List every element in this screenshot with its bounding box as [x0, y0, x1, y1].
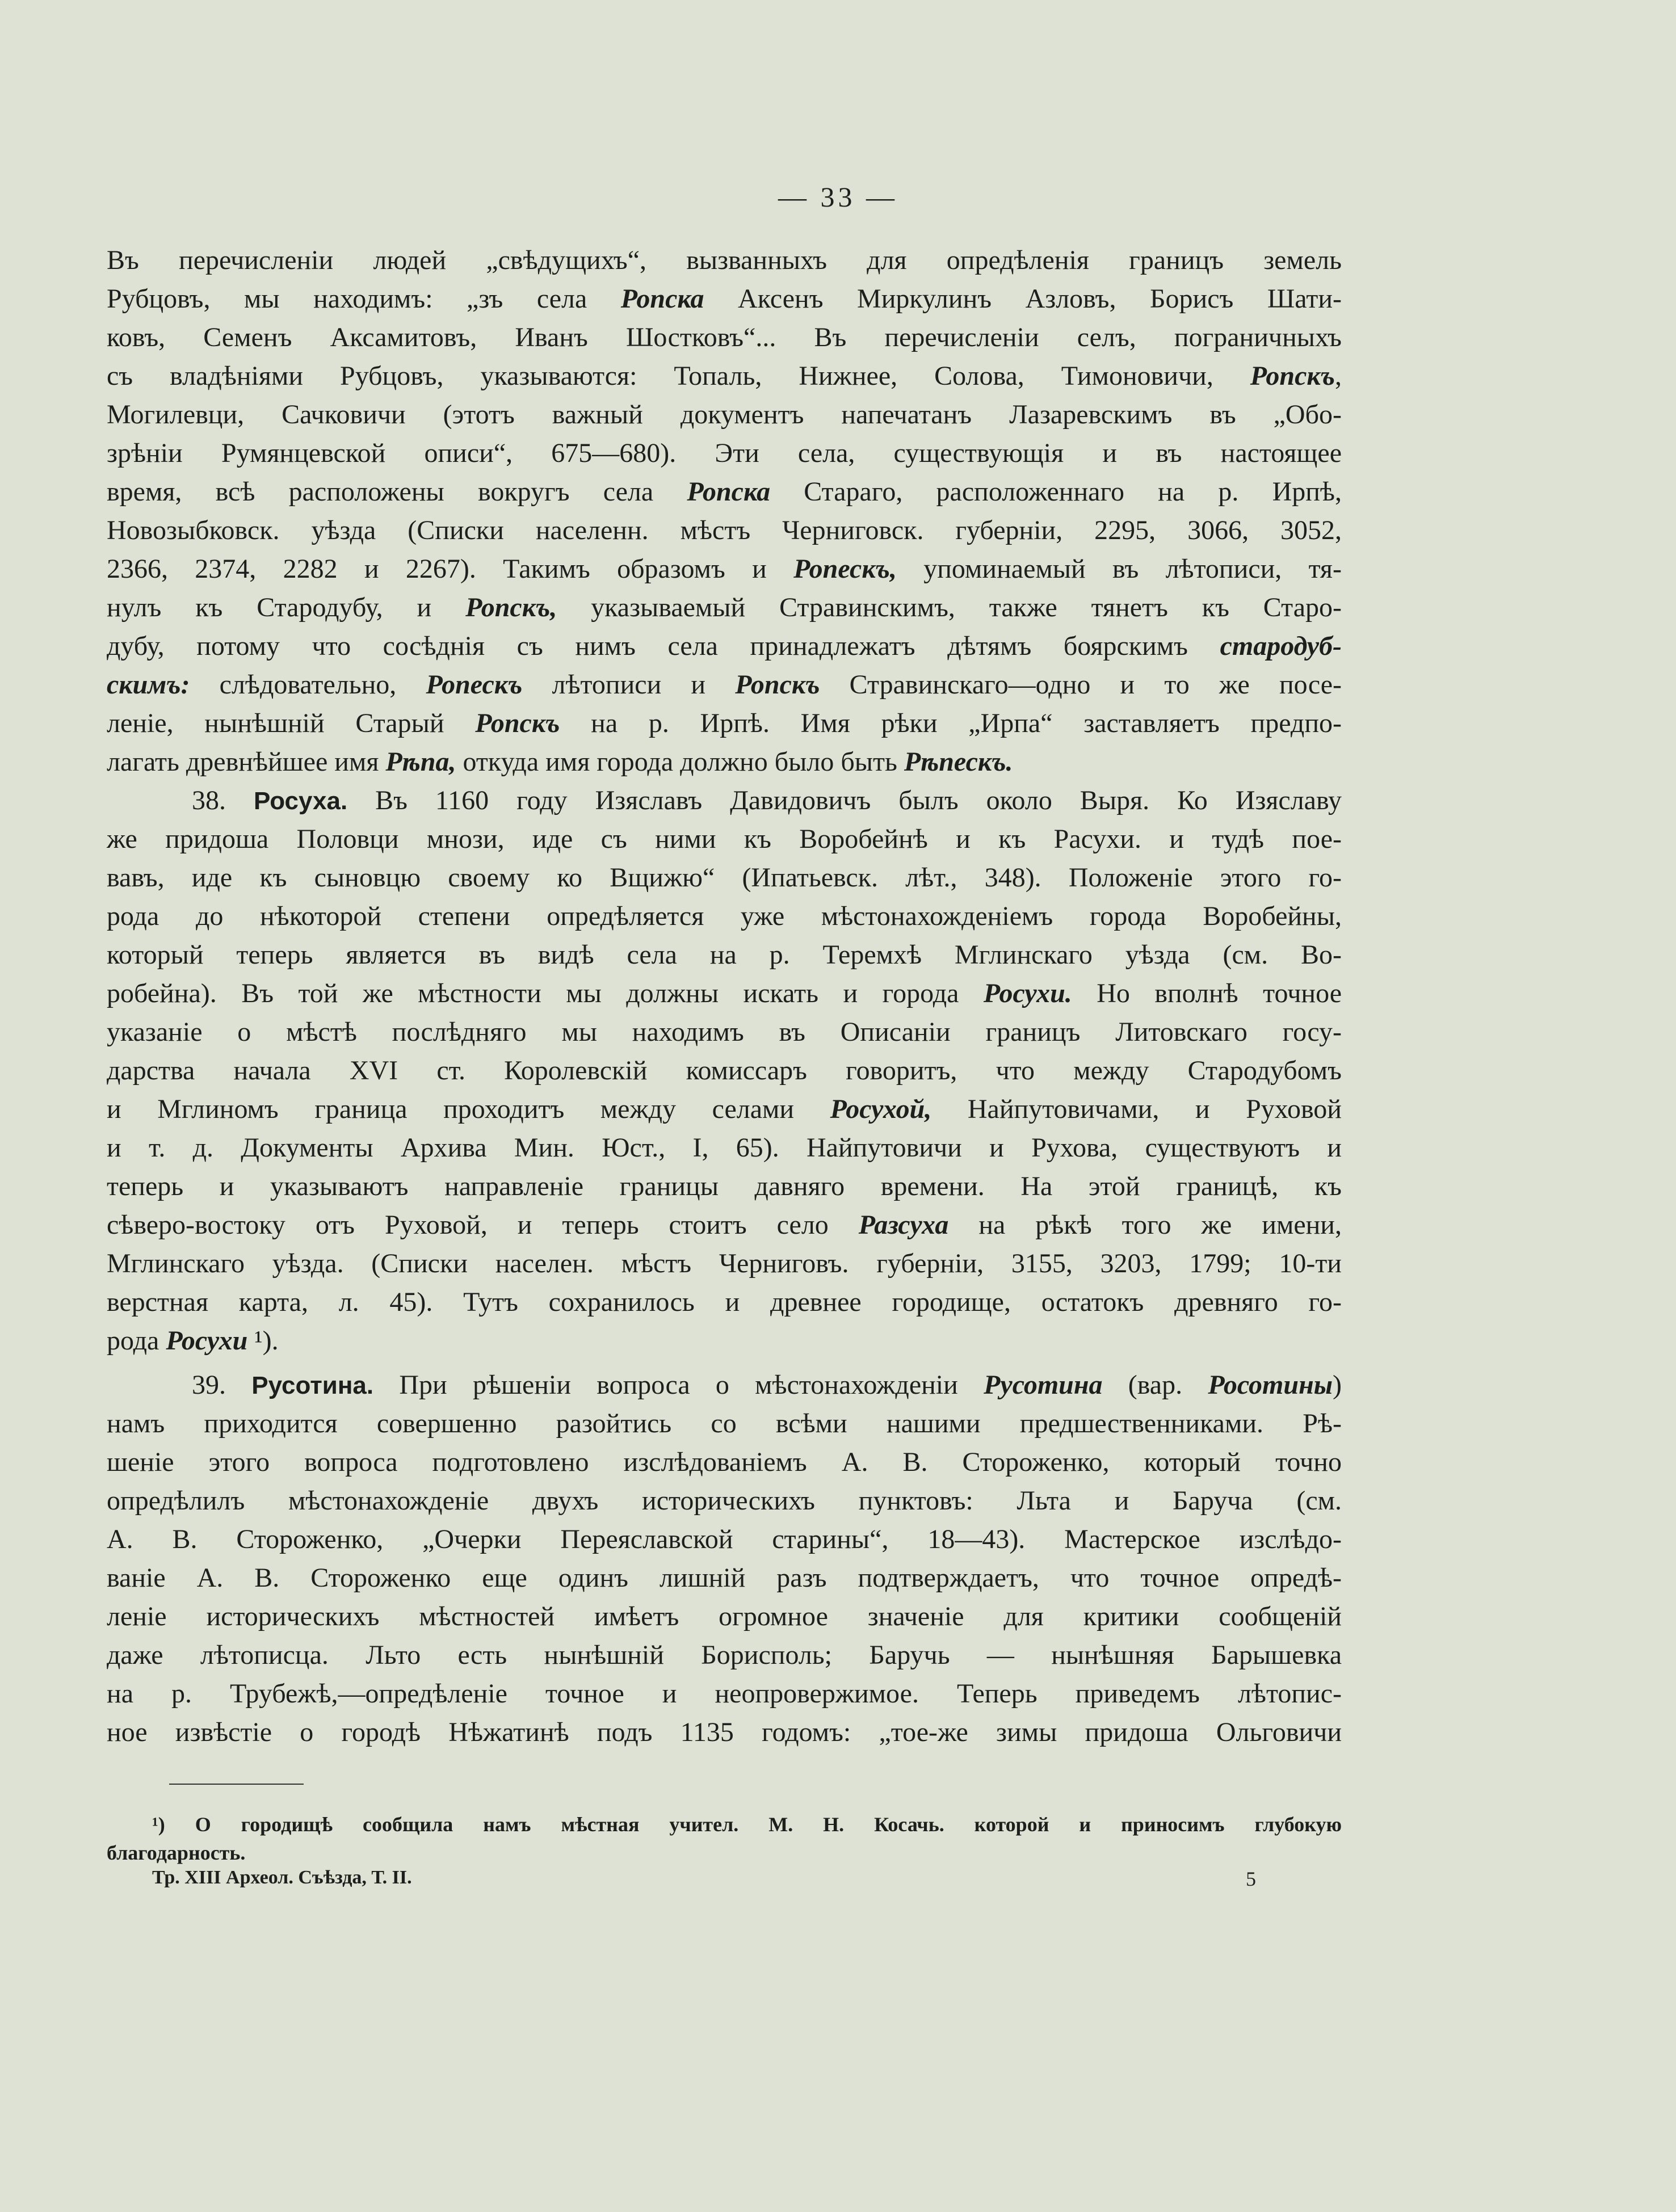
text-line	[107, 1052, 1342, 1090]
emphasized-name: Рѣпескъ.	[904, 747, 1013, 777]
emphasized-name: Росухой,	[830, 1094, 932, 1124]
text-segment: съ владѣніями Рубцовъ, указываются: Топаль, Нижнее, Солова, Тимоновичи,	[107, 361, 1250, 391]
text-segment: зрѣніи Румянцевской описи“, 675—680). Эти села, существующія и въ настоящее	[107, 438, 1342, 468]
text-line	[107, 1636, 1342, 1675]
text-segment: слѣдовательно,	[190, 670, 426, 700]
text-segment: откуда имя города должно было быть	[456, 747, 904, 777]
text-segment: Мглинскаго уѣзда. (Списки населен. мѣстъ Черниговъ. губерніи, 3155, 3203, 1799; 10-ти	[107, 1248, 1342, 1279]
text-segment: намъ приходится совершенно разойтись со всѣми нашими предшественниками. Рѣ-	[107, 1408, 1342, 1439]
emphasized-name: Ропскъ	[735, 670, 820, 700]
text-line	[107, 1404, 1342, 1443]
text-segment: Найпутовичами, и Руховой	[931, 1094, 1342, 1124]
text-line	[107, 1520, 1342, 1559]
text-segment: ваніе А. В. Стороженко еще одинъ лишній разъ подтверждаетъ, что точное опредѣ-	[107, 1563, 1342, 1593]
text-segment: и Мглиномъ граница проходитъ между селами	[107, 1094, 830, 1124]
emphasized-name: стародуб-	[1220, 631, 1342, 661]
emphasized-name: Русотина	[984, 1370, 1103, 1400]
text-segment: дубу, потому что сосѣднія съ нимъ села принадлежатъ дѣтямъ боярскимъ	[107, 631, 1220, 661]
text-segment: ¹).	[247, 1326, 279, 1356]
emphasized-name: Ропска	[620, 284, 704, 314]
text-segment: А. В. Стороженко, „Очерки Переяславской старины“, 18—43). Мастерское изслѣдо-	[107, 1524, 1342, 1554]
text-segment: верстная карта, л. 45). Тутъ сохранилось и древнее городище, остатокъ древняго го-	[107, 1287, 1342, 1317]
text-segment: Стараго, расположеннаго на р. Ирпѣ,	[770, 477, 1342, 507]
sheet-number: 5	[1246, 1868, 1256, 1890]
footnote-line: благодарность.	[107, 1841, 246, 1864]
text-segment: даже лѣтописца. Льто есть нынѣшній Борисполь; Баручь — нынѣшняя Барышевка	[107, 1640, 1342, 1670]
text-segment: Въ 1160 году Изяславъ Давидовичъ былъ около Выря. Ко Изяславу	[347, 785, 1342, 815]
text-segment: указаніе о мѣстѣ послѣдняго мы находимъ въ Описаніи границъ Литовскаго госу-	[107, 1017, 1342, 1047]
text-segment: теперь и указываютъ направленіе границы давняго времени. На этой границѣ, къ	[107, 1171, 1342, 1201]
text-segment: ковъ, Семенъ Аксамитовъ, Иванъ Шостковъ“... Въ перечисленіи селъ, пограничныхъ	[107, 322, 1342, 352]
emphasized-name: Разсуха	[858, 1210, 949, 1240]
text-line	[107, 1675, 1342, 1713]
section-heading: Русотина.	[251, 1372, 374, 1399]
text-line	[107, 241, 1342, 280]
text-segment: ,	[1335, 361, 1342, 391]
text-line	[107, 1322, 1342, 1360]
text-segment: который теперь является въ видѣ села на р. Теремхѣ Мглинскаго уѣзда (см. Во-	[107, 940, 1342, 970]
text-line	[107, 1013, 1342, 1052]
text-segment: )	[1333, 1370, 1342, 1400]
text-line	[107, 318, 1342, 357]
text-line	[107, 1366, 1342, 1404]
text-segment: упоминаемый въ лѣтописи, тя-	[896, 554, 1342, 584]
text-segment: При рѣшеніи вопроса о мѣстонахожденіи	[373, 1370, 984, 1400]
text-segment: Въ перечисленіи людей „свѣдущихъ“, вызванныхъ для опредѣленія границъ земель	[107, 245, 1342, 275]
section-heading: Росуха.	[253, 787, 348, 815]
text-segment: на р. Ирпѣ. Имя рѣки „Ирпа“ заставляетъ предпо-	[560, 708, 1342, 738]
text-segment: 39.	[192, 1370, 252, 1400]
text-line	[107, 1167, 1342, 1206]
text-line	[107, 743, 1342, 781]
text-segment: время, всѣ расположены вокругъ села	[107, 477, 687, 507]
emphasized-name: Ропскъ,	[465, 592, 557, 623]
text-line	[107, 1597, 1342, 1636]
emphasized-name: Росотины	[1208, 1370, 1333, 1400]
footnote	[107, 1810, 1342, 1867]
text-line	[107, 859, 1342, 897]
text-line	[107, 280, 1342, 318]
text-segment: ное извѣстіе о городѣ Нѣжатинѣ подъ 1135 годомъ: „тое-же зимы придоша Ольговичи	[107, 1717, 1342, 1747]
text-segment: Новозыбковск. уѣзда (Списки населенн. мѣстъ Черниговск. губерніи, 2295, 3066, 3052,	[107, 515, 1342, 545]
emphasized-name: Ропскъ	[475, 708, 560, 738]
text-line	[107, 473, 1342, 511]
text-line	[107, 511, 1342, 550]
text-segment: нулъ къ Стародубу, и	[107, 592, 466, 623]
text-line	[107, 1206, 1342, 1244]
text-segment: рода до нѣкоторой степени опредѣляется уже мѣстонахожденіемъ города Воробейны,	[107, 901, 1342, 931]
text-line	[107, 1443, 1342, 1482]
text-line	[107, 1559, 1342, 1597]
text-segment: дарства начала XVI ст. Королевскій комиссаръ говоритъ, что между Стародубомъ	[107, 1055, 1342, 1086]
text-line	[107, 820, 1342, 859]
text-line	[107, 1283, 1342, 1322]
text-segment: Аксенъ Миркулинъ Азловъ, Борисъ Шати-	[704, 284, 1342, 314]
text-line	[107, 781, 1342, 820]
emphasized-name: Рѣпа,	[385, 747, 456, 777]
text-segment: робейна). Въ той же мѣстности мы должны искать и города	[107, 978, 984, 1008]
text-segment: шеніе этого вопроса подготовлено изслѣдованіемъ А. В. Стороженко, который точно	[107, 1447, 1342, 1477]
text-line	[107, 1713, 1342, 1752]
text-segment: вавъ, иде къ сыновцю своему ко Вщижю“ (Ипатьевск. лѣт., 348). Положеніе этого го-	[107, 863, 1342, 893]
text-line	[107, 550, 1342, 588]
text-segment: Стравинскаго—одно и то же посе-	[820, 670, 1342, 700]
text-segment: леніе историческихъ мѣстностей имѣетъ огромное значеніе для критики сообщеній	[107, 1601, 1342, 1631]
emphasized-name: Росухи	[166, 1326, 248, 1356]
text-segment: лагать древнѣйшее имя	[107, 747, 386, 777]
text-line	[107, 1482, 1342, 1520]
text-segment: Рубцовъ, мы находимъ: „зъ села	[107, 284, 621, 314]
text-segment: же придоша Половци мнози, иде съ ними къ Воробейнѣ и къ Расухи. и тудѣ пое-	[107, 824, 1342, 854]
text-line	[107, 974, 1342, 1013]
text-line	[107, 1090, 1342, 1129]
text-segment: и т. д. Документы Архива Мин. Юст., I, 65). Найпутовичи и Рухова, существуютъ и	[107, 1133, 1342, 1163]
text-segment: Могилевци, Сачковичи (этотъ важный документъ напечатанъ Лазаревскимъ въ „Обо-	[107, 399, 1342, 430]
text-segment: рода	[107, 1326, 166, 1356]
text-line	[107, 704, 1342, 743]
text-segment: Но вполнѣ точное	[1072, 978, 1342, 1008]
text-line	[107, 666, 1342, 704]
body-text	[107, 241, 1342, 1752]
text-segment: 38.	[192, 785, 254, 815]
text-segment: леніе, нынѣшній Старый	[107, 708, 476, 738]
emphasized-name: Ропескъ,	[793, 554, 897, 584]
emphasized-name: Ропескъ	[426, 670, 523, 700]
text-line	[107, 434, 1342, 473]
text-line	[107, 897, 1342, 936]
text-segment: опредѣлилъ мѣстонахожденіе двухъ историческихъ пунктовъ: Льта и Баруча (см.	[107, 1486, 1342, 1516]
footnote-line: ¹) О городищѣ сообщила намъ мѣстная учител. М. Н. Косачь. которой и приносимъ глубокую	[152, 1813, 1342, 1836]
text-line	[107, 936, 1342, 974]
text-segment: 2366, 2374, 2282 и 2267). Такимъ образомъ и	[107, 554, 794, 584]
page-number: — 33 —	[778, 181, 898, 213]
text-segment: (вар.	[1102, 1370, 1208, 1400]
text-line	[107, 357, 1342, 396]
sheet-signature: Тр. XIII Археол. Съѣзда, Т. II.	[152, 1867, 412, 1888]
emphasized-name: Ропска	[687, 477, 771, 507]
text-segment: сѣверо-востоку отъ Руховой, и теперь стоитъ село	[107, 1210, 859, 1240]
text-segment: указываемый Стравинскимъ, также тянетъ къ Старо-	[557, 592, 1342, 623]
emphasized-name: Ропскъ	[1250, 361, 1335, 391]
text-line	[107, 588, 1342, 627]
footnote-divider	[169, 1784, 304, 1785]
text-segment: на рѣкѣ того же имени,	[948, 1210, 1342, 1240]
text-segment: лѣтописи и	[522, 670, 736, 700]
text-segment: на р. Трубежѣ,—опредѣленіе точное и неопровержимое. Теперь приведемъ лѣтопис-	[107, 1679, 1342, 1709]
text-line	[107, 1129, 1342, 1167]
text-line	[107, 1244, 1342, 1283]
emphasized-name: Росухи.	[983, 978, 1072, 1008]
text-line	[107, 627, 1342, 666]
text-line	[107, 396, 1342, 434]
emphasized-name: скимъ:	[107, 670, 190, 700]
